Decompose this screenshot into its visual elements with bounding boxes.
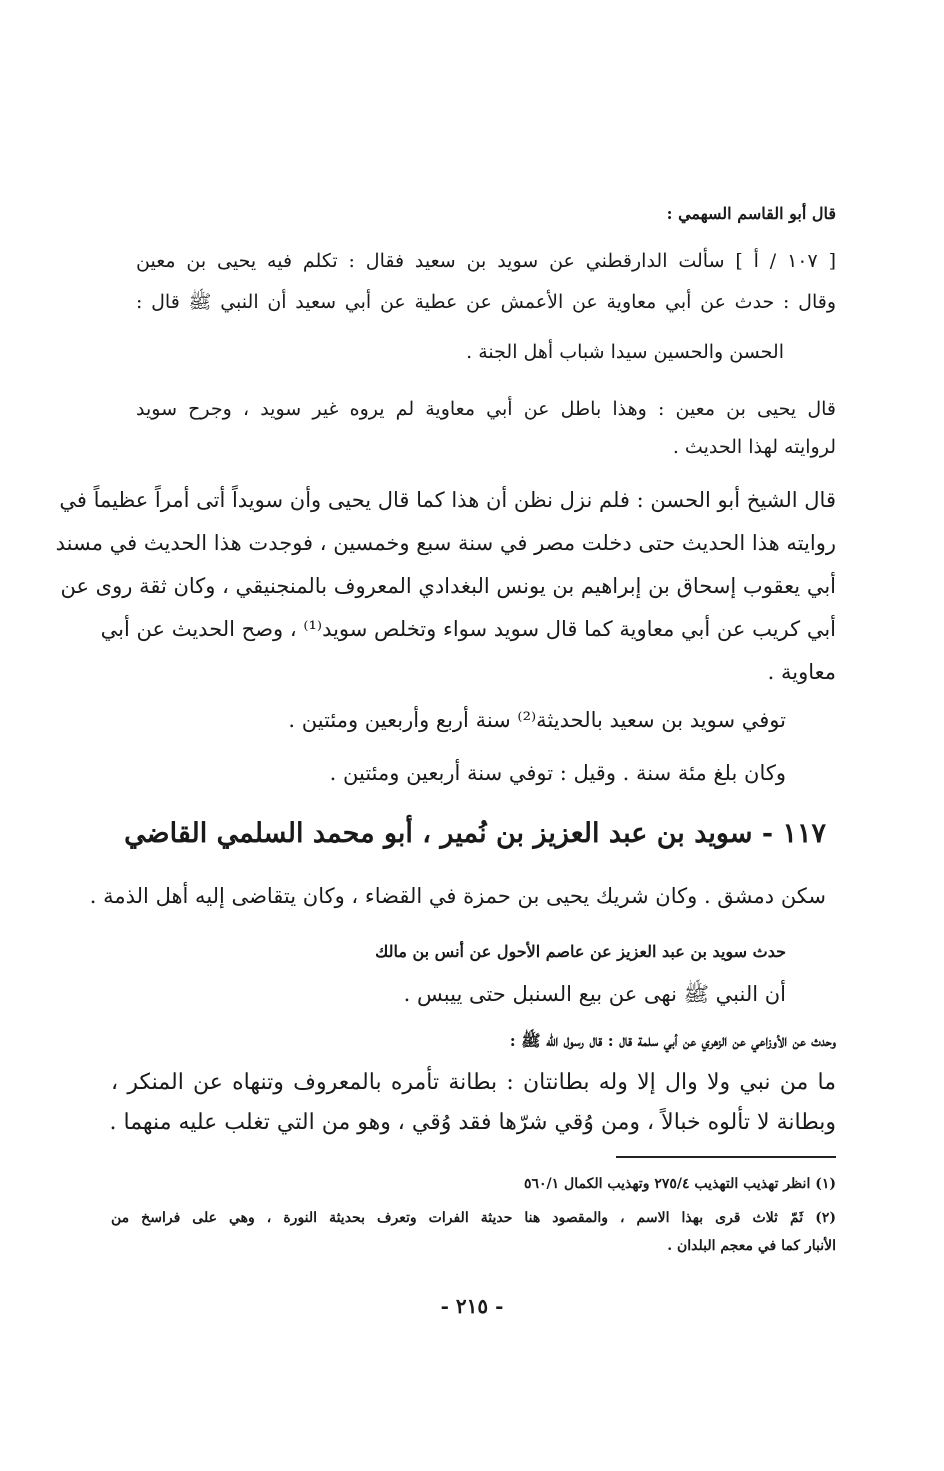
text-line: ما من نبي ولا وال إلا وله بطانتان : بطانة تأمره بالمعروف وتنهاه عن المنكر ، bbox=[111, 1070, 837, 1095]
text-line: لروايته لهذا الحديث . bbox=[672, 436, 836, 458]
text-line: أبي كريب عن أبي معاوية كما قال سويد سواء وتخلص سويد⁽¹⁾ ، وصح الحديث عن أبي bbox=[100, 617, 836, 641]
text-line: قال يحيى بن معين : وهذا باطل عن أبي معاوية لم يروه غير سويد ، وجرح سويد bbox=[136, 398, 836, 420]
text-line: قال أبو القاسم السهمي : bbox=[666, 204, 836, 223]
text-line: قال الشيخ أبو الحسن : فلم نزل نظن أن هذا كما قال يحيى وأن سويداً أتى أمراً عظيماً في bbox=[59, 488, 836, 512]
text-line: روايته هذا الحديث حتى دخلت مصر في سنة سبع وخمسين ، فوجدت هذا الحديث في مسند bbox=[55, 531, 836, 555]
text-line: أبي يعقوب إسحاق بن إبراهيم بن يونس البغدادي المعروف بالمنجنيقي ، وكان ثقة روى عن bbox=[60, 574, 836, 598]
footnote: (١) انظر تهذيب التهذيب ٢٧٥/٤ وتهذيب الكمال ٥٦٠/١ bbox=[523, 1176, 836, 1192]
text-line: وكان بلغ مئة سنة . وقيل : توفي سنة أربعين ومئتين . bbox=[329, 761, 786, 785]
text-line: وحدث عن الأوزاعي عن الزهري عن أبي سلمة قال : قال رسول الله ﷺ : bbox=[509, 1031, 836, 1050]
footnote-separator bbox=[616, 1156, 836, 1158]
text-line: وبطانة لا تألوه خبالاً ، ومن وُقي شرّها فقد وُقي ، وهو من التي تغلب عليه منهما . bbox=[109, 1110, 836, 1135]
text-line: الحسن والحسين سيدا شباب أهل الجنة . bbox=[466, 341, 784, 363]
text-line: وقال : حدث عن أبي معاوية عن الأعمش عن عطية عن أبي سعيد أن النبي ﷺ قال : bbox=[136, 291, 836, 313]
text-line: معاوية . bbox=[767, 660, 836, 684]
text-line: حدث سويد بن عبد العزيز عن عاصم الأحول عن أنس بن مالك bbox=[375, 942, 786, 961]
entry-heading: ١١٧ - سويد بن عبد العزيز بن نُمير ، أبو محمد السلمي القاضي bbox=[124, 818, 826, 849]
text-line: [ ١٠٧ / أ ] سألت الدارقطني عن سويد بن سعيد فقال : تكلم فيه يحيى بن معين bbox=[136, 250, 837, 272]
text-line: أن النبي ﷺ نهى عن بيع السنبل حتى ييبس . bbox=[403, 982, 786, 1006]
footnote: (٢) ثَمّ ثلاث قرى بهذا الاسم ، والمقصود هنا حديثة الفرات وتعرف بحديثة النورة ، وهي على فراسخ من bbox=[111, 1210, 836, 1226]
text-line: توفي سويد بن سعيد بالحديثة⁽²⁾ سنة أربع وأربعين ومئتين . bbox=[288, 708, 786, 732]
text-line: سكن دمشق . وكان شريك يحيى بن حمزة في القضاء ، وكان يتقاضى إليه أهل الذمة . bbox=[89, 884, 826, 908]
footnote: الأنبار كما في معجم البلدان . bbox=[667, 1238, 836, 1254]
page-number: - ٢١٥ - bbox=[440, 1294, 504, 1318]
